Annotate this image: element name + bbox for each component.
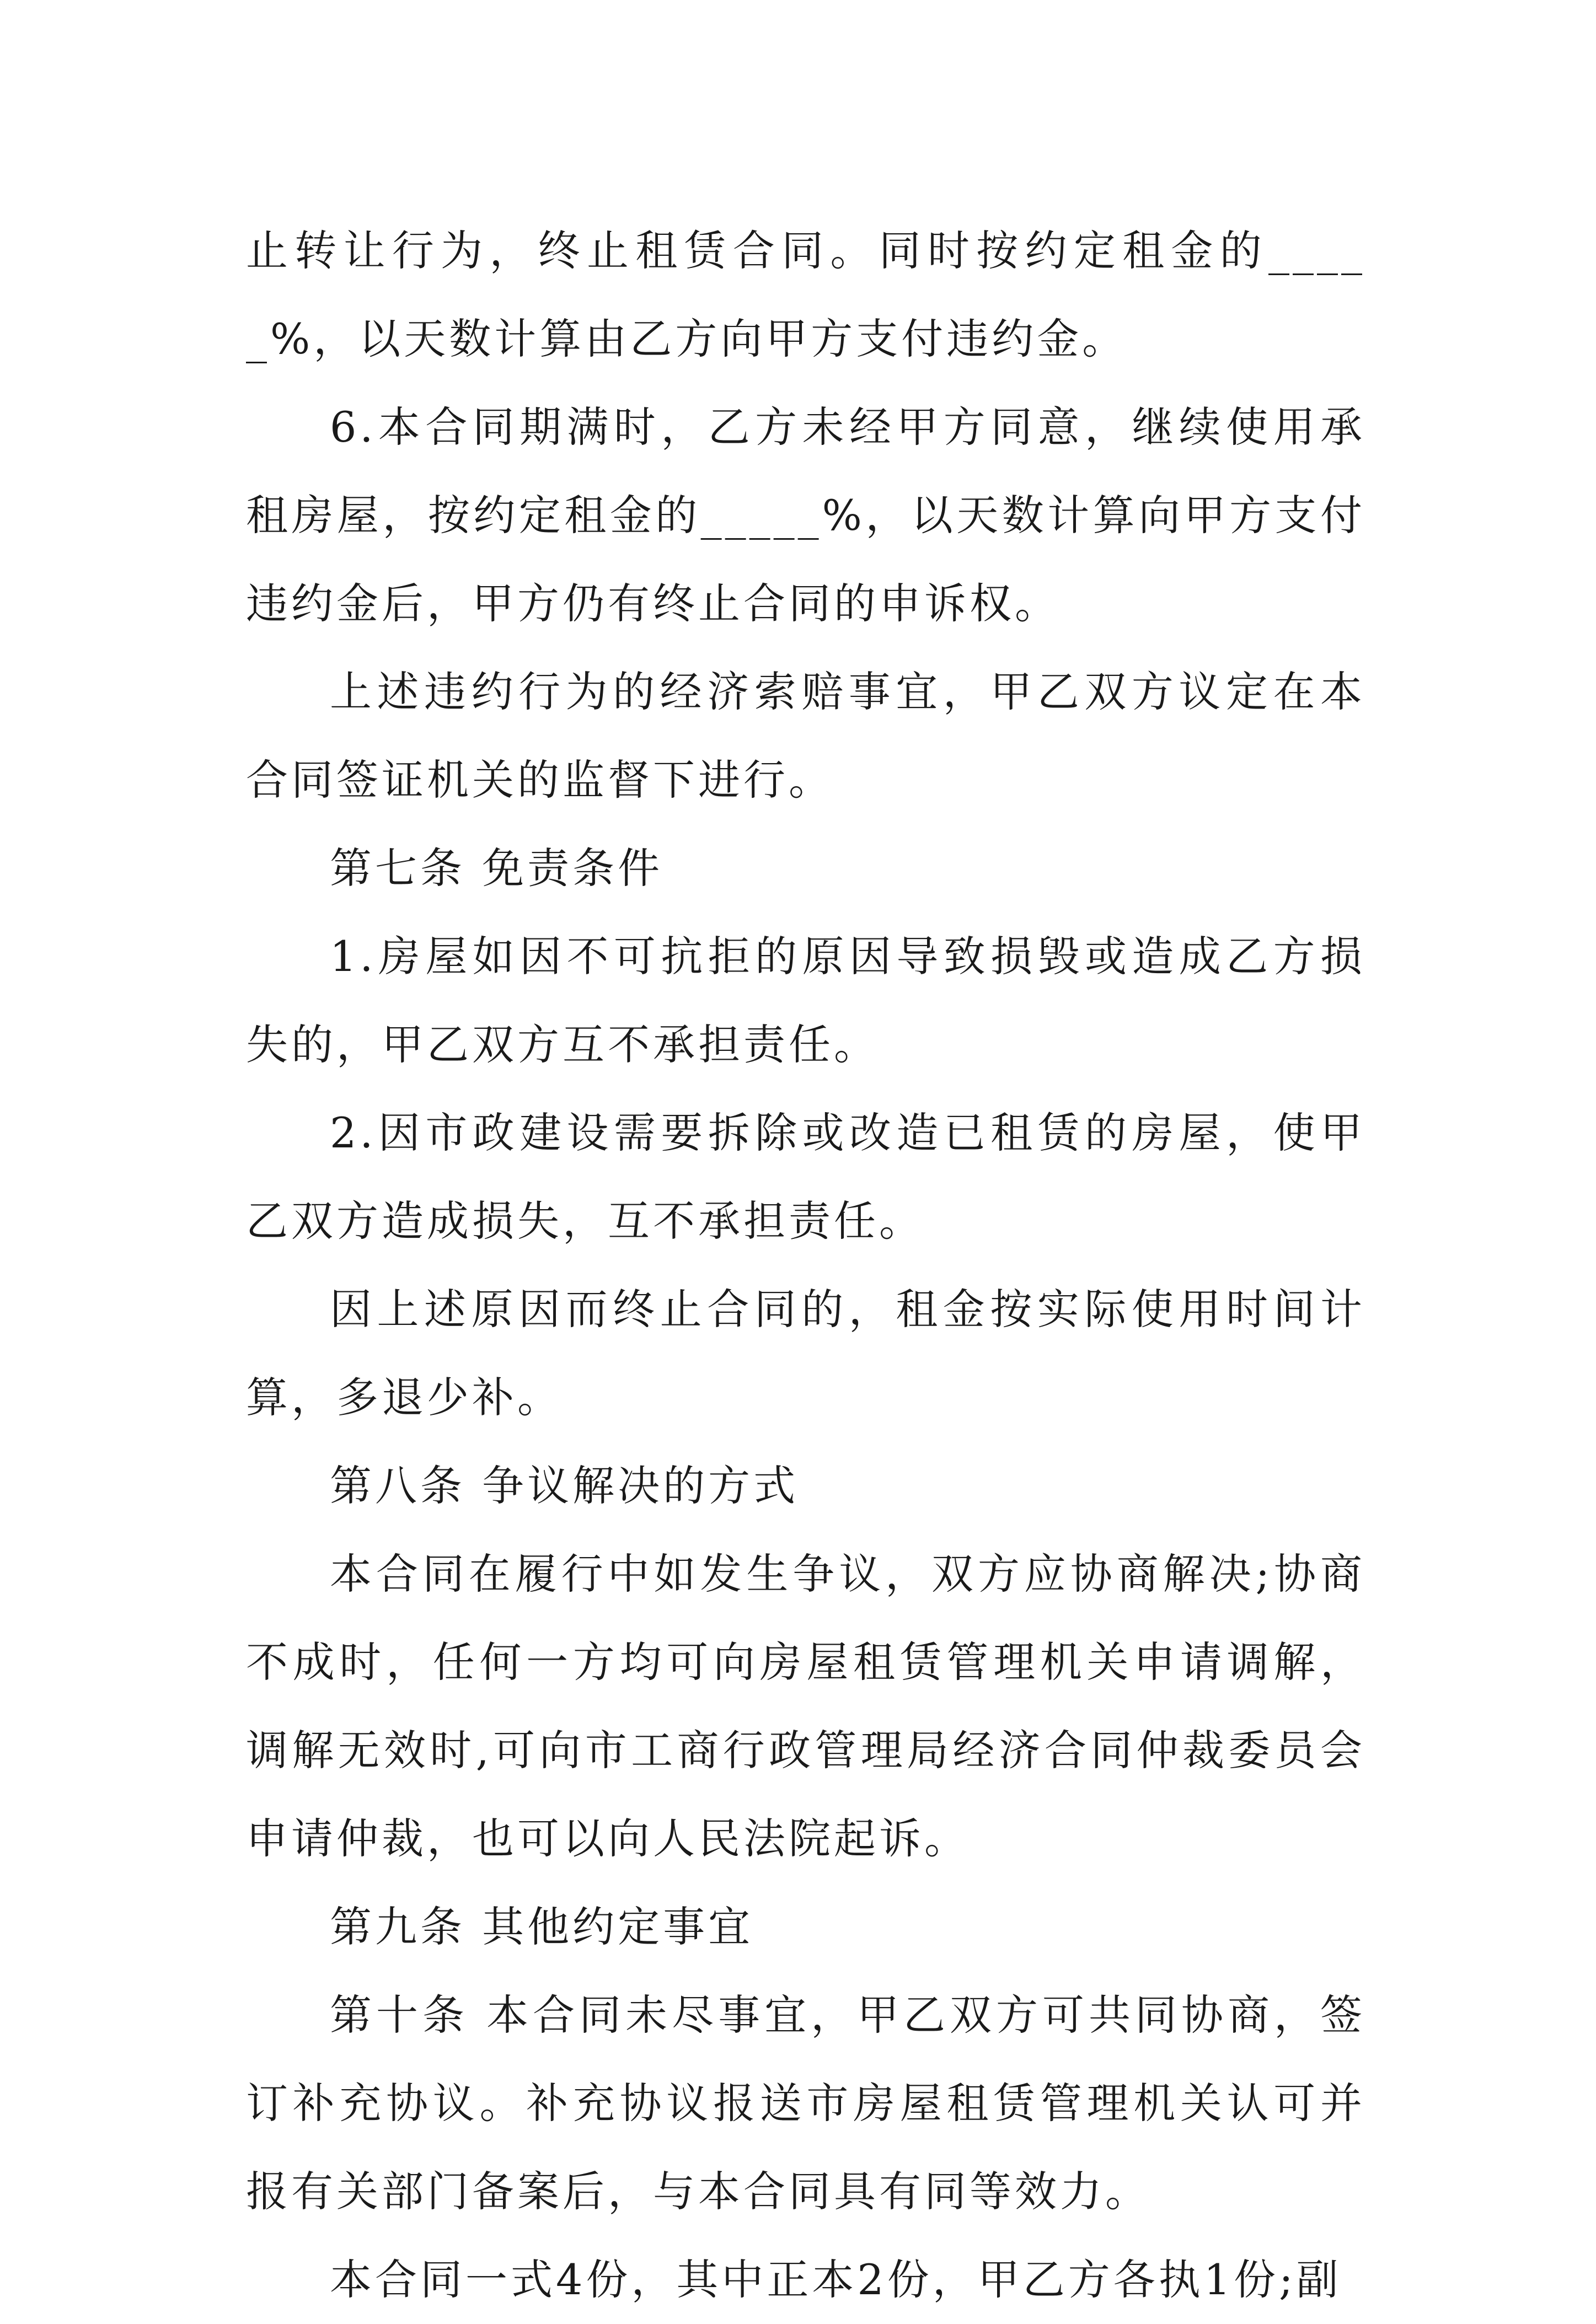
document-body	[246, 207, 1365, 2324]
paragraph-exemption-1: 1.房屋如因不可抗拒的原因导致损毁或造成乙方损失的，甲乙双方互不承担责任。	[246, 932, 1365, 1069]
heading-article-7: 第七条 免责条件	[330, 844, 663, 893]
paragraph-clause-6: 6.本合同期满时，乙方未经甲方同意，继续使用承租房屋，按约定租金的_____%，以天数计算向甲方支付违约金后，甲方仍有终止合同的申诉权。	[246, 402, 1365, 628]
paragraph-exemption-2: 2.因市政建设需要拆除或改造已租赁的房屋，使甲乙双方造成损失，互不承担责任。	[246, 1108, 1365, 1246]
paragraph-dispute-resolution: 本合同在履行中如发生争议，双方应协商解决;协商不成时，任何一方均可向房屋租赁管理机关申请调解，调解无效时,可向市工商行政管理局经济合同仲裁委员会申请仲裁，也可以向人民法院起诉。	[246, 1549, 1365, 1863]
heading-article-9: 第九条 其他约定事宜	[330, 1902, 754, 1951]
paragraph-rent-settlement: 因上述原因而终止合同的，租金按实际使用时间计算，多退少补。	[246, 1285, 1365, 1422]
paragraph-penalty-transfer: 止转让行为，终止租赁合同。同时按约定租金的_____%，以天数计算由乙方向甲方支付违约金。	[246, 226, 1365, 363]
paragraph-claims-supervision: 上述违约行为的经济索赔事宜，甲乙双方议定在本合同签证机关的监督下进行。	[246, 667, 1365, 804]
paragraph-copies: 本合同一式4份，其中正本2份，甲乙方各执1份;副	[330, 2255, 1342, 2304]
heading-article-8: 第八条 争议解决的方式	[330, 1461, 799, 1510]
paragraph-article-10: 第十条 本合同未尽事宜，甲乙双方可共同协商，签订补充协议。补充协议报送市房屋租赁管理机关认可并报有关部门备案后，与本合同具有同等效力。	[246, 1990, 1365, 2216]
